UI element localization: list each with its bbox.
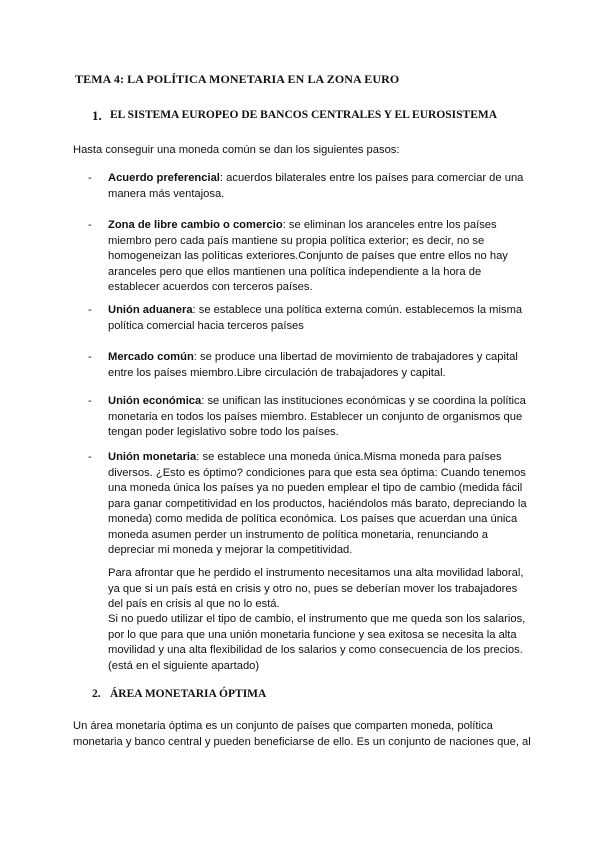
list-term: Unión aduanera: [108, 304, 193, 316]
list-term: Zona de libre cambio o comercio: [108, 219, 283, 231]
list-dash: -: [88, 451, 92, 463]
continuation-paragraph-1: Para afrontar que he perdido el instrumento necesitamos una alta movilidad laboral, ya que si un país está en crisis y otro no, pues se deberían mover los trabajadores del país en crisis al que no lo está.: [108, 567, 524, 610]
document-title: TEMA 4: LA POLÍTICA MONETARIA EN LA ZONA EURO: [75, 72, 400, 86]
list-term: Acuerdo preferencial: [108, 172, 220, 184]
list-term: Unión monetaria: [108, 451, 197, 463]
list-text: : se eliminan los aranceles entre los países miembro pero cada país mantiene su propia política exterior; es decir, no se homogeneizan las políticas exteriores.Conjunto de países que entre ellos no hay aranceles pero que ellos mantienen una política independiente a la hora de establecer acuerdos con terceros países.: [108, 219, 508, 293]
list-item: [88, 218, 528, 293]
section-1-number: 1.: [92, 108, 102, 123]
continuation-paragraph-2: Si no puedo utilizar el tipo de cambio, el instrumento que me queda son los salarios, por lo que para que una unión monetaria funcione y sea exitosa se necesita la alta movilidad y una alta flexibilidad de los salarios y como consecuencia de los precios.(está en el siguiente apartado): [108, 613, 526, 672]
list-dash: -: [88, 351, 92, 363]
list-dash: -: [88, 304, 92, 316]
list-item: [88, 350, 528, 382]
list-dash: -: [88, 219, 92, 231]
list-text: : se unifican las instituciones económicas y se coordina la política monetaria en todos los países miembro. Establecer un conjunto de organismos que tengan poder legislativo sobre todo los países.: [108, 395, 526, 438]
list-item: [88, 303, 528, 335]
list-dash: -: [88, 172, 92, 184]
section-2-number: 2.: [92, 688, 101, 700]
section-1-title: EL SISTEMA EUROPEO DE BANCOS CENTRALES Y EL EUROSISTEMA: [110, 109, 498, 121]
list-item: [88, 171, 528, 203]
body-paragraph: Un área monetaria óptima es un conjunto de países que comparten moneda, política monetaria y banco central y pueden beneficiarse de ello. Es un conjunto de naciones que, al: [73, 720, 531, 748]
list-item: [88, 394, 528, 442]
list-text: : se produce una libertad de movimiento de trabajadores y capital entre los países miembro.Libre circulación de trabajadores y capital.: [108, 351, 518, 379]
section-2-title: ÁREA MONETARIA ÓPTIMA: [110, 688, 267, 700]
list-term: Unión económica: [108, 395, 202, 407]
list-text: : acuerdos bilaterales entre los países para comerciar de una manera más ventajosa.: [108, 172, 524, 200]
intro-text: Hasta conseguir una moneda común se dan los siguientes pasos:: [73, 144, 400, 156]
list-dash: -: [88, 395, 92, 407]
list-text: : se establece una moneda única.Misma moneda para países diversos. ¿Esto es óptimo? condiciones para que esta sea óptima: Cuando tenemos una moneda única los países ya no pueden emplear el tipo de cambio (medida fácil para ganar competitividad en los productos, haciéndolos más barato, depreciando la moneda) como medida de política económica. Los países que acuerdan una única moneda asumen perder un instrumento de política monetaria, renunciando a depreciar mi moneda y mejorar la competitividad.: [108, 451, 527, 556]
list-term: Mercado común: [108, 351, 194, 363]
list-item: [88, 450, 528, 560]
list-text: : se establece una política externa común. establecemos la misma política comercial hacia terceros países: [108, 304, 523, 332]
